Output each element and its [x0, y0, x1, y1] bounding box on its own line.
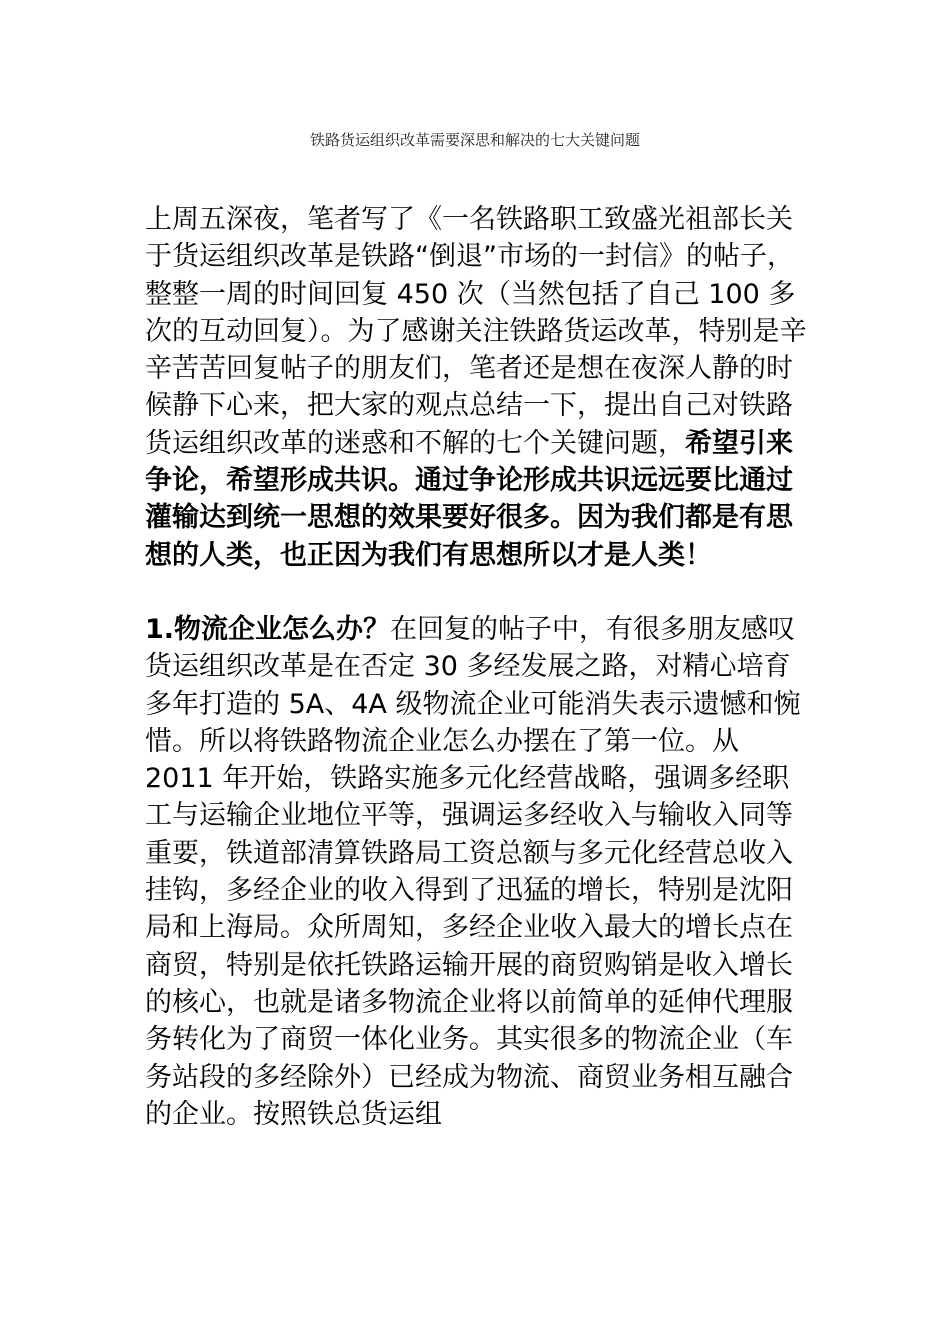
- intro-text: 上周五深夜，笔者写了《一名铁路职工致盛光祖部长关于货运组织改革是铁路“倒退”市场的一封信》的帖子，整整一周的时间回复 450 次（当然包括了自己 100 多次的互动回复）。为了感谢关注铁路货运改革，特别是辛辛苦苦回复帖子的朋友们，笔者还是想在夜深人静的时候静下心来，把大家的观点总结一下，提出自己对铁路货运组织改革的迷惑和不解的七个关键问题，: [145, 204, 807, 459]
- intro-paragraph: [145, 201, 809, 574]
- intro-bold-text: 希望引来争论，希望形成共识。通过争论形成共识远远要比通过灌输达到统一思想的效果要好很多。因为我们都是有思想的人类，也正因为我们有思想所以才是人类！: [145, 427, 793, 571]
- document-header: 铁路货运组织改革需要深思和解决的七大关键问题: [309, 131, 640, 149]
- document-body: [145, 201, 809, 1133]
- section-1-text: 在回复的帖子中，有很多朋友感叹货运组织改革是在否定 30 多经发展之路，对精心培育多年打造的 5A、4A 级物流企业可能消失表示遗憾和惋惜。所以将铁路物流企业怎么办摆在了第一位。从 2011 年开始，铁路实施多元化经营战略，强调多经职工与运输企业地位平等，强调运多经收入与输收入同等重要，铁道部清算铁路局工资总额与多元化经营总收入挂钩，多经企业的收入得到了迅猛的增长，特别是沈阳局和上海局。众所周知，多经企业收入最大的增长点在商贸，特别是依托铁路运输开展的商贸购销是收入增长的核心，也就是诸多物流企业将以前简单的延伸代理服务转化为了商贸一体化业务。其实很多的物流企业（车务站段的多经除外）已经成为物流、商贸业务相互融合的企业。按照铁总货运组: [145, 613, 801, 1130]
- section-1-heading: 1.物流企业怎么办？: [145, 613, 391, 645]
- section-1-paragraph: [145, 611, 809, 1133]
